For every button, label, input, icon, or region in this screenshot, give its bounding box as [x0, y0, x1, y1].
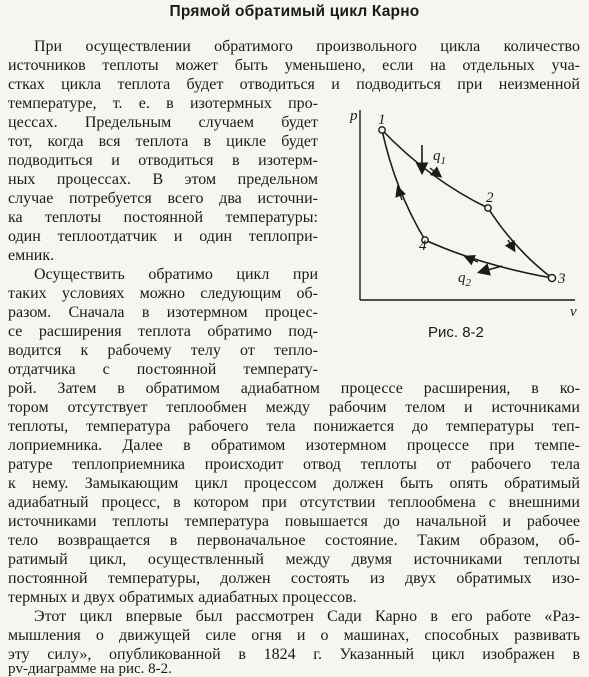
text-line: ка теплоты постоянной температуры: [8, 209, 318, 226]
text-line: постоянной температуры, должен состоять из двух обратимых изо- [8, 570, 580, 587]
text-line: тело возвращается в первоначальное состояние. Таким образом, об- [8, 532, 580, 549]
text-line: эту силу», опубликованной в 1824 г. Указанный цикл изображен в [8, 646, 580, 663]
adiabat-4-1 [382, 130, 425, 240]
heat-out-label: $q_2$ [458, 270, 471, 289]
text-line: се расширения теплота обратимо под- [8, 323, 318, 340]
text-line: разом. Сначала в изотермном процес- [8, 304, 318, 321]
text-line: температуре, т. е. в изотермных про- [8, 95, 318, 112]
text-line: источниками теплоты температура повышается до начальной и рабочее [8, 513, 580, 530]
text-line: ратимый цикл, осуществленный между двумя источниками теплоты [8, 551, 580, 568]
section-title: Прямой обратимый цикл Карно [169, 3, 420, 20]
state-point-3 [548, 274, 555, 281]
text-line: Этот цикл впервые был рассмотрен Сади Карно в его работе «Раз- [34, 608, 580, 625]
diagram-svg [330, 100, 585, 320]
figure-caption: Рис. 8-2 [428, 324, 484, 341]
heat-in-label: $q_1$ [433, 148, 446, 167]
text-line: к нему. Замыкающим цикл процессом должен быть опять обратимый [8, 475, 580, 492]
text-line: ратуре теплоприемника происходит отвод теплоты от рабочего тела [8, 456, 580, 473]
text-line: мышления о движущей силе огня и о машинах, способных развивать [8, 627, 580, 644]
point-label-2: 2 [486, 190, 494, 206]
text-line: тором отсутствует теплообмен между рабочим телом и источниками [8, 399, 580, 416]
y-axis-label: p [350, 108, 358, 124]
text-line: стках цикла теплота будет отводиться и подводиться при неизменной [8, 76, 580, 93]
carnot-pv-diagram [330, 100, 585, 350]
text-line: лоприемника. Далее в обратимом изотермном процессе при темпе- [8, 437, 580, 454]
text-line: pv-диаграмме на рис. 8-2. [8, 661, 172, 677]
text-line: адиабатный процесс, в котором при отсутствии теплообмена с внешними [8, 494, 580, 511]
x-axis-label: v [570, 304, 577, 320]
text-line: случае потребуется всего два источни- [8, 190, 318, 207]
text-line: один теплоотдатчик и один теплопри- [8, 228, 318, 245]
point-label-3: 3 [558, 271, 566, 287]
text-line: цессах. Предельным случаем будет [8, 114, 318, 131]
text-line: термных и двух обратимых адиабатных процессов. [8, 589, 357, 606]
text-line: таких условиях можно следующим об- [8, 285, 318, 302]
text-line: отдатчика с постоянной температу- [8, 361, 318, 378]
text-line: Осуществить обратимо цикл при [34, 266, 318, 283]
point-label-1: 1 [378, 112, 386, 128]
heat-out-arrow [480, 266, 502, 272]
isotherm-1-2 [382, 130, 488, 208]
text-line: водится к рабочему телу от тепло- [8, 342, 318, 359]
isotherm-3-4 [425, 240, 552, 278]
point-label-4: 4 [419, 238, 427, 254]
text-line: рой. Затем в обратимом адиабатном процессе расширения, в ко- [8, 380, 580, 397]
direction-arrow [430, 168, 440, 176]
text-line: теплоты, температура рабочего тела понижается до температуры теп- [8, 418, 580, 435]
text-line: источников теплоты может быть уменьшено, если на отдельных уча- [8, 57, 580, 74]
text-line: При осуществлении обратимого произвольного цикла количество [34, 38, 580, 55]
text-line: ных процессах. В этом предельном [8, 171, 318, 188]
text-line: емник. [8, 247, 55, 264]
text-line: подводиться и отводиться в изотерм- [8, 152, 318, 169]
text-line: тот, когда вся теплота в цикле будет [8, 133, 318, 150]
